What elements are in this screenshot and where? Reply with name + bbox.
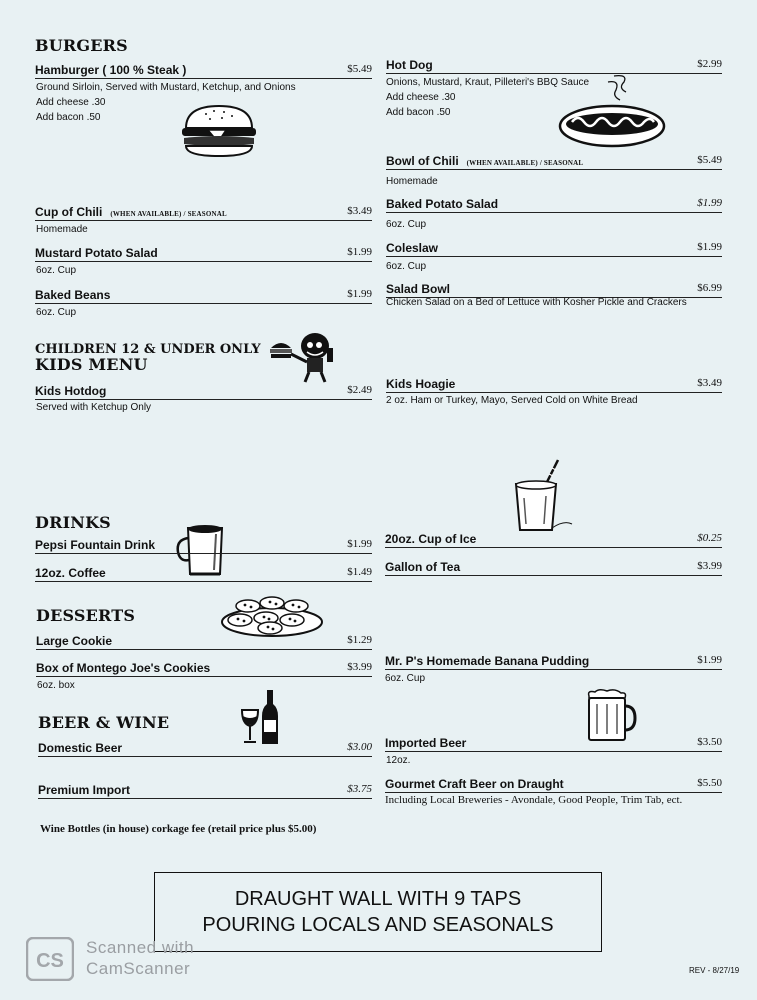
item-name: Hamburger ( 100 % Steak ) bbox=[35, 63, 187, 77]
item-desc: 6oz. Cup bbox=[36, 265, 77, 276]
soda-cup-icon bbox=[512, 458, 574, 534]
item-price: $3.49 bbox=[347, 205, 372, 217]
item-desc: 6oz. box bbox=[37, 680, 75, 691]
burgers-heading: BURGERS bbox=[35, 36, 128, 55]
item-price: $3.50 bbox=[697, 736, 722, 748]
item-name: Domestic Beer bbox=[38, 741, 123, 755]
item-price: $3.75 bbox=[347, 783, 372, 795]
menu-item-hamburger bbox=[35, 62, 372, 79]
item-name: Box of Montego Joe's Cookies bbox=[36, 661, 211, 675]
item-desc: Homemade bbox=[386, 176, 438, 187]
kids-subheading: CHILDREN 12 & UNDER ONLY bbox=[35, 342, 261, 357]
burger-icon bbox=[178, 102, 260, 158]
item-price: $1.29 bbox=[347, 634, 372, 646]
item-desc: 6oz. Cup bbox=[385, 673, 426, 684]
item-name: Kids Hotdog bbox=[35, 384, 107, 398]
item-price: $6.99 bbox=[697, 282, 722, 294]
item-name: Cup of Chili bbox=[35, 205, 103, 219]
wine-corkage-note: Wine Bottles (in house) corkage fee (retail price plus $5.00) bbox=[40, 823, 317, 835]
item-tag: (WHEN AVAILABLE) / SEASONAL bbox=[110, 210, 227, 218]
cookies-icon bbox=[220, 594, 324, 638]
item-name: Premium Import bbox=[38, 783, 131, 797]
item-name: Gallon of Tea bbox=[385, 560, 461, 574]
menu-item-pepsi bbox=[35, 537, 372, 554]
item-price: $1.49 bbox=[347, 566, 372, 578]
item-desc: Onions, Mustard, Kraut, Pilleteri's BBQ Sauce bbox=[386, 77, 590, 88]
menu-item-kids-hotdog bbox=[35, 383, 372, 400]
item-name: 12oz. Coffee bbox=[35, 566, 106, 580]
item-price: $1.99 bbox=[347, 288, 372, 300]
revision-date: REV - 8/27/19 bbox=[689, 966, 740, 975]
item-desc: 6oz. Cup bbox=[36, 307, 77, 318]
item-price: $1.99 bbox=[347, 538, 372, 550]
menu-item-coleslaw bbox=[386, 240, 722, 257]
menu-item-cup-of-chili bbox=[35, 204, 372, 221]
item-name: Hot Dog bbox=[386, 58, 433, 72]
item-desc: 6oz. Cup bbox=[386, 219, 427, 230]
logo-letters: CS bbox=[36, 950, 64, 972]
watermark-line-1: Scanned with bbox=[86, 938, 195, 957]
menu-item-imported-beer bbox=[385, 735, 722, 752]
item-name: Mr. P's Homemade Banana Pudding bbox=[385, 654, 590, 668]
wine-icon bbox=[240, 688, 280, 746]
item-name: Imported Beer bbox=[385, 736, 467, 750]
item-desc: Including Local Breweries - Avondale, Good People, Trim Tab, ect. bbox=[385, 794, 683, 806]
item-price: $2.49 bbox=[347, 384, 372, 396]
item-desc: Ground Sirloin, Served with Mustard, Ketchup, and Onions bbox=[36, 82, 296, 93]
menu-item-large-cookie bbox=[36, 633, 372, 650]
hotdog-icon bbox=[558, 72, 666, 154]
item-price: $1.99 bbox=[697, 197, 722, 209]
menu-item-gallon-of-tea bbox=[385, 559, 722, 576]
camscanner-logo-icon bbox=[26, 937, 74, 981]
item-desc: Add bacon .50 bbox=[36, 112, 101, 123]
menu-item-hotdog bbox=[386, 57, 722, 74]
menu-item-banana-pudding bbox=[385, 653, 722, 670]
item-price: $3.00 bbox=[347, 741, 372, 753]
item-desc: 2 oz. Ham or Turkey, Mayo, Served Cold on White Bread bbox=[386, 395, 638, 406]
item-price: $5.50 bbox=[697, 777, 722, 789]
menu-item-kids-hoagie bbox=[386, 376, 722, 393]
item-name: Salad Bowl bbox=[386, 282, 451, 296]
draught-wall-banner bbox=[154, 872, 602, 952]
item-name: Large Cookie bbox=[36, 634, 113, 648]
item-desc: 12oz. bbox=[386, 755, 411, 766]
menu-item-box-of-cookies bbox=[36, 660, 372, 677]
item-name: Gourmet Craft Beer on Draught bbox=[385, 777, 564, 791]
item-desc: Add bacon .50 bbox=[386, 107, 451, 118]
item-price: $3.99 bbox=[697, 560, 722, 572]
item-price: $5.49 bbox=[347, 63, 372, 75]
item-name: Kids Hoagie bbox=[386, 377, 456, 391]
item-name: Mustard Potato Salad bbox=[35, 246, 158, 260]
watermark-line-2: CamScanner bbox=[86, 959, 191, 978]
item-price: $1.99 bbox=[697, 241, 722, 253]
item-name: Coleslaw bbox=[386, 241, 439, 255]
menu-item-cup-of-ice bbox=[385, 531, 722, 548]
item-price: $5.49 bbox=[697, 154, 722, 166]
item-desc: Homemade bbox=[36, 224, 88, 235]
menu-item-premium-import bbox=[38, 782, 372, 799]
menu-item-mustard-potato-salad bbox=[35, 245, 372, 262]
item-tag: (WHEN AVAILABLE) / SEASONAL bbox=[466, 159, 584, 167]
menu-item-bowl-of-chili bbox=[386, 153, 722, 170]
item-desc: Add cheese .30 bbox=[36, 97, 106, 108]
item-desc: 6oz. Cup bbox=[386, 261, 427, 272]
menu-item-craft-beer bbox=[385, 776, 722, 793]
item-price: $0.25 bbox=[697, 532, 722, 544]
camscanner-watermark bbox=[86, 937, 194, 979]
kid-mascot-icon bbox=[267, 328, 339, 384]
banner-line-1: DRAUGHT WALL WITH 9 TAPS bbox=[234, 888, 522, 910]
item-name: Bowl of Chili bbox=[386, 154, 459, 168]
item-price: $1.99 bbox=[347, 246, 372, 258]
beer-wine-heading: BEER & WINE bbox=[38, 713, 170, 732]
item-name: Baked Beans bbox=[35, 288, 111, 302]
item-price: $3.49 bbox=[697, 377, 722, 389]
menu-item-baked-potato-salad bbox=[386, 196, 722, 213]
drinks-heading: DRINKS bbox=[35, 513, 111, 532]
menu-item-domestic-beer bbox=[38, 740, 372, 757]
kids-heading: KIDS MENU bbox=[35, 355, 148, 374]
desserts-heading: DESSERTS bbox=[36, 606, 136, 625]
item-name: Baked Potato Salad bbox=[386, 197, 499, 211]
menu-item-baked-beans bbox=[35, 287, 372, 304]
item-price: $2.99 bbox=[697, 58, 722, 70]
item-price: $1.99 bbox=[697, 654, 722, 666]
item-desc: Add cheese .30 bbox=[386, 92, 456, 103]
item-name: 20oz. Cup of Ice bbox=[385, 532, 477, 546]
item-desc: Served with Ketchup Only bbox=[36, 402, 152, 413]
item-name: Pepsi Fountain Drink bbox=[35, 538, 156, 552]
item-desc: Chicken Salad on a Bed of Lettuce with Kosher Pickle and Crackers bbox=[386, 297, 687, 308]
item-price: $3.99 bbox=[347, 661, 372, 673]
banner-line-2: POURING LOCALS AND SEASONALS bbox=[202, 914, 554, 936]
menu-item-coffee bbox=[35, 565, 372, 582]
